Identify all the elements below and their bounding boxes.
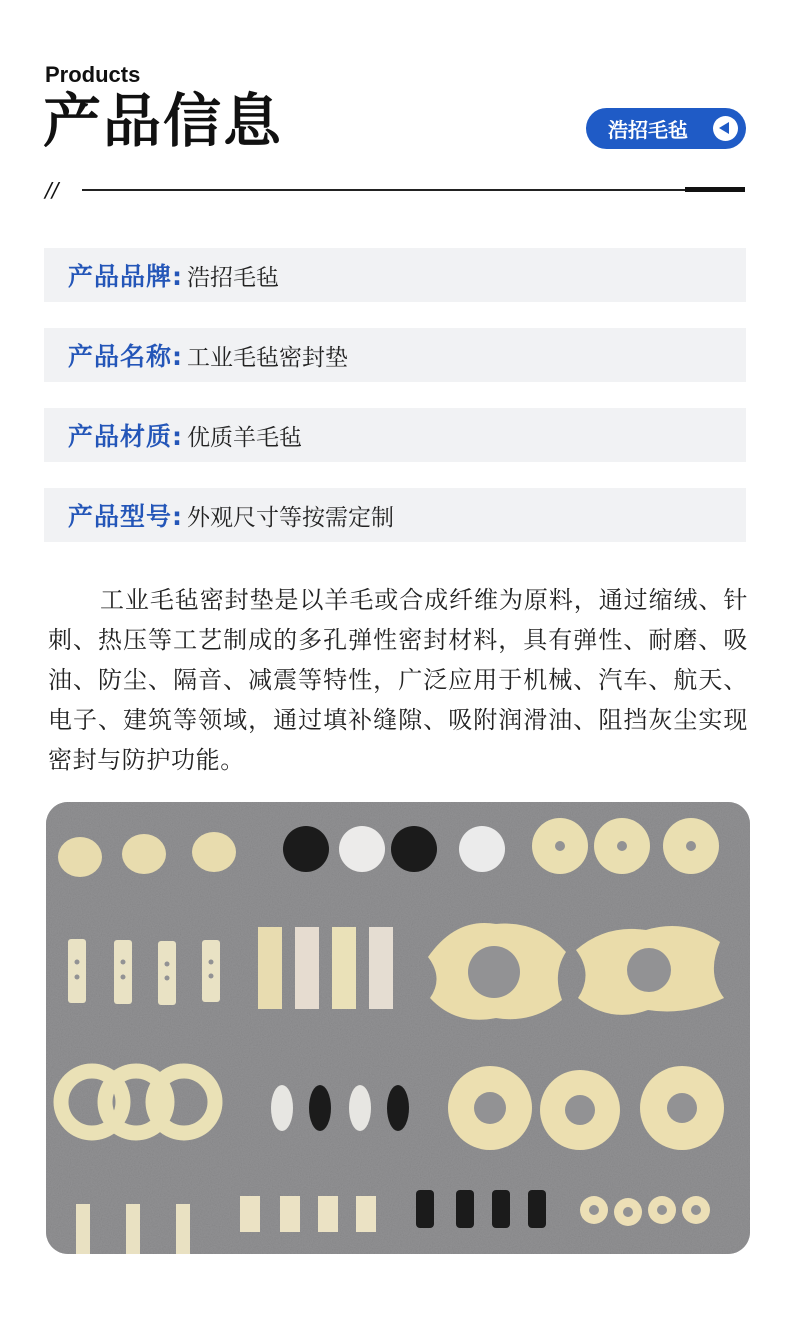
divider-line bbox=[82, 189, 687, 191]
info-label: 产品型号: bbox=[68, 502, 183, 531]
info-row-name bbox=[44, 328, 746, 382]
info-label: 产品材质: bbox=[68, 422, 183, 451]
info-row-material bbox=[44, 408, 746, 462]
page-title: 产品信息 bbox=[43, 87, 284, 155]
info-label: 产品品牌: bbox=[68, 262, 183, 291]
divider-marks: // bbox=[45, 178, 59, 202]
felt-plugs bbox=[58, 832, 236, 877]
play-back-icon bbox=[713, 116, 738, 141]
products-eyebrow: Products bbox=[45, 62, 141, 87]
brand-button[interactable] bbox=[586, 108, 746, 149]
divider-accent bbox=[685, 187, 745, 192]
product-description: 工业毛毡密封垫是以羊毛或合成纤维为原料，通过缩绒、针刺、热压等工艺制成的多孔弹性密封材料，具有弹性、耐磨、吸油、防尘、隔音、减震等特性，广泛应用于机械、汽车、航天、电子、建筑等领域，通过填补缝隙、吸附润滑油、阻挡灰尘实现密封与防护功能。 bbox=[48, 586, 748, 774]
info-value: 优质羊毛毡 bbox=[187, 424, 302, 451]
info-value: 外观尺寸等按需定制 bbox=[187, 504, 394, 531]
info-value: 工业毛毡密封垫 bbox=[187, 344, 348, 371]
product-photo bbox=[46, 802, 750, 1254]
info-row-brand bbox=[44, 248, 746, 302]
info-value: 浩招毛毡 bbox=[187, 264, 279, 291]
info-label: 产品名称: bbox=[68, 342, 183, 371]
info-row-model bbox=[44, 488, 746, 542]
brand-button-label: 浩招毛毡 bbox=[608, 118, 688, 142]
